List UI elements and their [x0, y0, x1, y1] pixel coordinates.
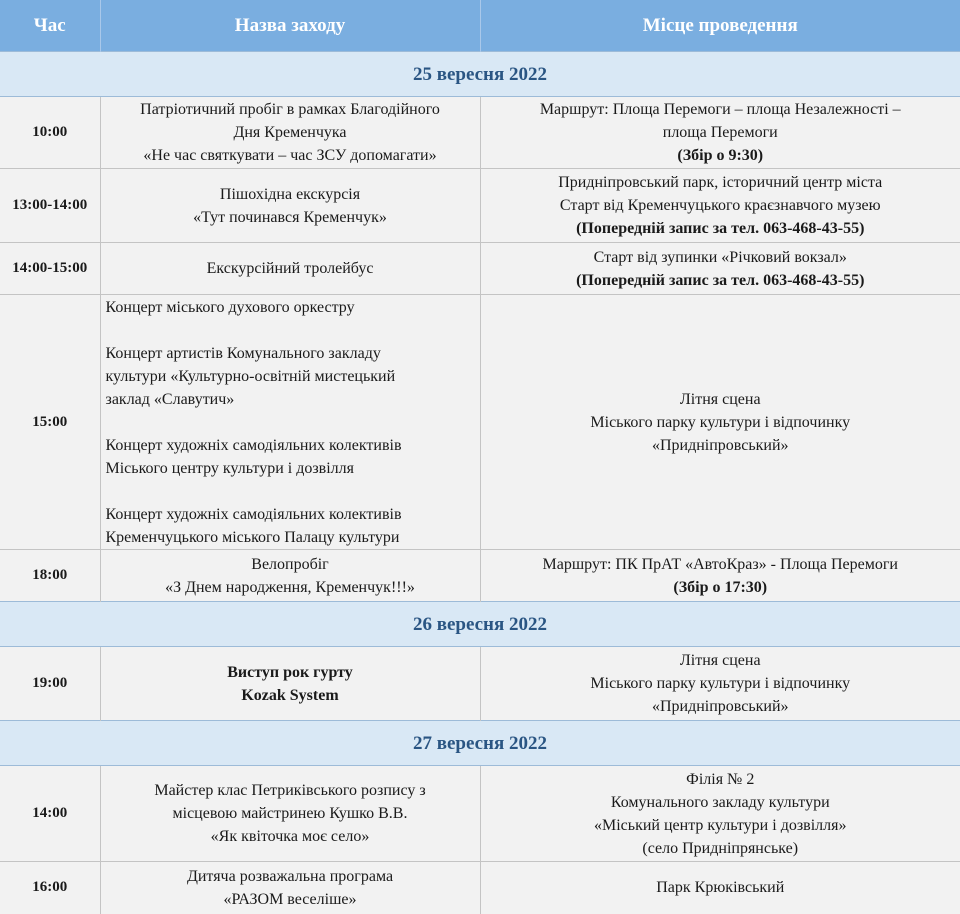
event-name-line: Концерт художніх самодіяльних колективів — [105, 436, 402, 454]
event-place-line: Маршрут: ПК ПрАТ «АвтоКраз» - Площа Перемоги — [542, 555, 898, 573]
event-place-line: Філія № 2 — [686, 770, 755, 788]
table-row — [0, 243, 960, 295]
table-row — [0, 169, 960, 243]
event-name-line: Патріотичний пробіг в рамках Благодійного — [140, 101, 440, 118]
event-name-line: Міського центру культури і дозвілля — [105, 459, 354, 477]
event-name-line: культури «Культурно-освітній мистецький — [105, 367, 396, 385]
event-name — [100, 550, 480, 602]
event-name — [100, 295, 480, 550]
event-place — [480, 766, 960, 862]
event-name-line: Дитяча розважальна програма — [186, 867, 394, 885]
table-row — [0, 647, 960, 721]
event-time: 14:00 — [0, 766, 100, 862]
event-place-line: Старт від зупинки «Річковий вокзал» — [593, 248, 847, 266]
event-time: 16:00 — [0, 862, 100, 914]
date-row — [0, 602, 960, 647]
event-place — [480, 295, 960, 550]
event-place-line: (село Придніпрянське) — [642, 839, 799, 857]
date-row — [0, 52, 960, 97]
event-name-line: Дня Кременчука — [233, 124, 347, 141]
event-name-line: Kozak System — [241, 686, 339, 704]
header-place: Місце проведення — [480, 0, 960, 52]
event-place-note: (Попередній запис за тел. 063-468-43-55) — [576, 271, 865, 289]
event-name — [100, 169, 480, 243]
table-row — [0, 766, 960, 862]
event-place — [480, 647, 960, 721]
date-label: 26 вересня 2022 — [0, 602, 960, 647]
event-time: 19:00 — [0, 647, 100, 721]
event-time: 15:00 — [0, 295, 100, 550]
table-row — [0, 550, 960, 602]
event-place-line: «Придніпровський» — [651, 698, 789, 715]
event-place-note: (Збір о 9:30) — [677, 147, 764, 164]
event-name-line: «Не час святкувати – час ЗСУ допомагати» — [143, 147, 437, 164]
event-name-line: Пішохідна екскурсія — [219, 185, 361, 203]
event-name-line: місцевою майстринею Кушко В.В. — [172, 805, 408, 822]
event-place-line: Маршрут: Площа Перемоги – площа Незалежності – — [539, 101, 901, 118]
event-place-line: Старт від Кременчуцького краєзнавчого музею — [559, 197, 881, 214]
header-name: Назва заходу — [100, 0, 480, 52]
event-name — [100, 766, 480, 862]
table-row — [0, 97, 960, 169]
event-time: 14:00-15:00 — [0, 243, 100, 295]
event-place-line: Міського парку культури і відпочинку — [590, 675, 851, 692]
event-name-line: Концерт артистів Комунального закладу — [105, 344, 381, 362]
header-time: Час — [0, 0, 100, 52]
event-name-line: Майстер клас Петриківського розпису з — [154, 782, 426, 799]
event-name-line: Велопробіг — [251, 555, 329, 573]
event-time: 18:00 — [0, 550, 100, 602]
event-name — [100, 862, 480, 914]
event-name-line: Кременчуцького міського Палацу культури — [105, 528, 400, 546]
event-name — [100, 97, 480, 169]
event-name-line: заклад «Славутич» — [105, 390, 235, 408]
date-row — [0, 721, 960, 766]
header-row — [0, 0, 960, 52]
event-name-line: Екскурсійний тролейбус — [206, 260, 374, 277]
event-place-line: Парк Крюківський — [656, 879, 785, 897]
event-place-line: Літня сцена — [679, 390, 761, 408]
event-place-note: (Збір о 17:30) — [673, 578, 768, 596]
event-time: 13:00-14:00 — [0, 169, 100, 243]
event-name-line: Виступ рок гурту — [227, 663, 353, 681]
event-place-line: Літня сцена — [679, 652, 761, 669]
table-row — [0, 862, 960, 914]
event-place — [480, 550, 960, 602]
event-place-line: Придніпровський парк, історичний центр міста — [558, 174, 883, 191]
event-place-note: (Попередній запис за тел. 063-468-43-55) — [576, 220, 865, 237]
event-time: 10:00 — [0, 97, 100, 169]
event-place — [480, 97, 960, 169]
event-name-line: «Тут починався Кременчук» — [193, 208, 387, 226]
event-name — [100, 647, 480, 721]
event-place-line: «Придніпровський» — [651, 436, 789, 454]
event-place-line: «Міський центр культури і дозвілля» — [594, 816, 847, 834]
event-name — [100, 243, 480, 295]
event-place-line: площа Перемоги — [662, 124, 778, 141]
date-label: 25 вересня 2022 — [0, 52, 960, 97]
table-row — [0, 295, 960, 550]
event-name-line: «РАЗОМ веселіше» — [223, 890, 357, 908]
date-label: 27 вересня 2022 — [0, 721, 960, 766]
event-place-line: Комунального закладу культури — [610, 793, 830, 811]
event-place — [480, 169, 960, 243]
event-name-line: «З Днем народження, Кременчук!!!» — [165, 578, 415, 596]
event-name-line: Концерт художніх самодіяльних колективів — [105, 505, 402, 523]
event-place — [480, 243, 960, 295]
event-place — [480, 862, 960, 914]
event-name-line: «Як квіточка моє село» — [210, 828, 370, 845]
event-name-line: Концерт міського духового оркестру — [105, 298, 355, 316]
event-place-line: Міського парку культури і відпочинку — [590, 413, 851, 431]
